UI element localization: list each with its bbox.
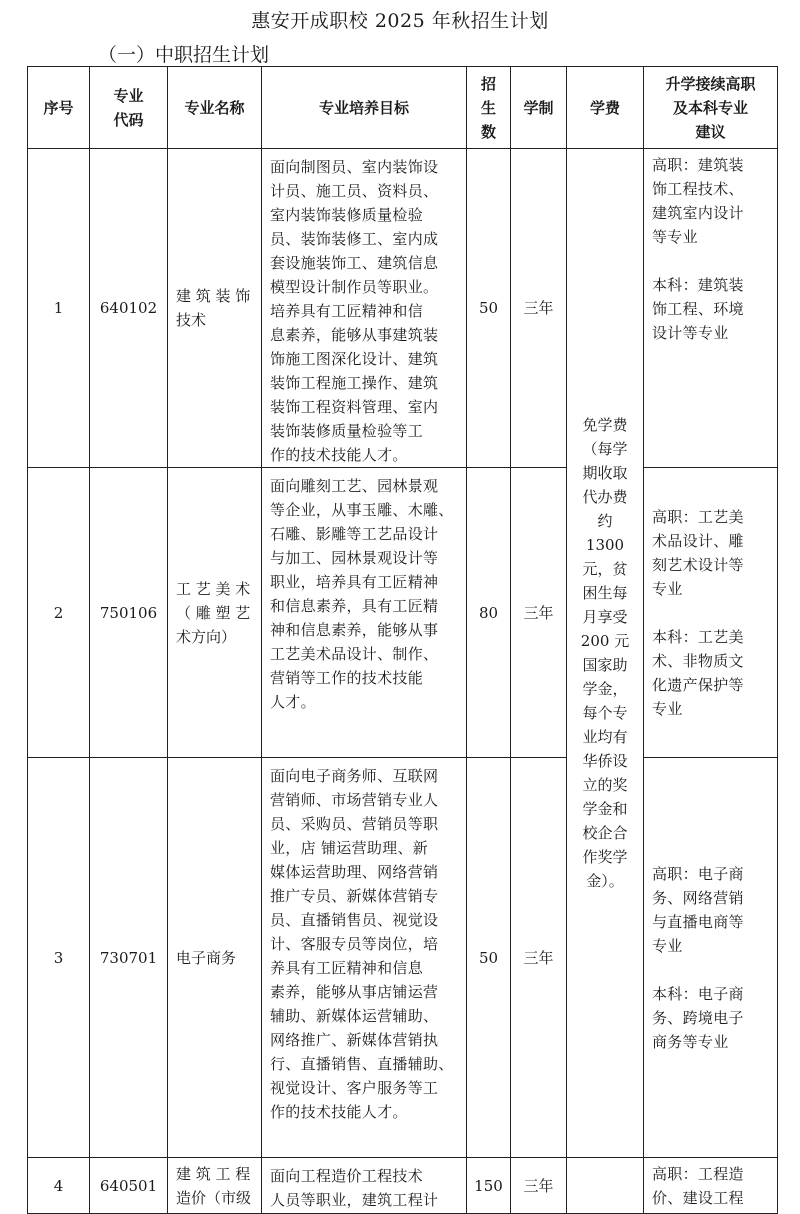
row-name: 工 艺 美 术 （ 雕 塑 艺 术方向）	[168, 468, 262, 758]
row-advice: 高职：工艺美 术品设计、雕 刻艺术设计等 专业 本科：工艺美 术、非物质文 化遗产保护等 专业	[644, 468, 778, 758]
row-code: 730701	[90, 758, 168, 1158]
row-advice: 高职：建筑装 饰工程技术、 建筑室内设计 等专业 本科：建筑装 饰工程、环境 设计等专业	[644, 149, 778, 468]
row-code: 750106	[90, 468, 168, 758]
row-quota: 150	[467, 1158, 511, 1214]
table-row	[28, 758, 778, 1158]
table-header-row	[28, 67, 778, 149]
row-name: 电子商务	[168, 758, 262, 1158]
tuition-fee-cell: 免学费 （每学 期收取 代办费 约 1300 元，贫 困生每 月享受 200 元 国家助 学金， 每个专 业均有 华侨设 立的奖 学金和 校企合 作奖学 金）。	[567, 149, 644, 1158]
header-seq: 序号	[28, 67, 90, 149]
row-years: 三年	[511, 468, 567, 758]
page-title: 惠安开成职校 2025 年秋招生计划	[251, 10, 549, 32]
table-row	[28, 149, 778, 468]
row-seq: 2	[28, 468, 90, 758]
section-heading: （一）中职招生计划	[98, 44, 270, 66]
header-years: 学制	[511, 67, 567, 149]
header-advice: 升学接续高职 及本科专业 建议	[644, 67, 778, 149]
row-fee-empty	[567, 1158, 644, 1214]
row-code: 640501	[90, 1158, 168, 1214]
header-fee: 学费	[567, 67, 644, 149]
row-years: 三年	[511, 758, 567, 1158]
header-name: 专业名称	[168, 67, 262, 149]
row-name: 建 筑 工 程 造价（市级	[168, 1158, 262, 1214]
row-quota: 80	[467, 468, 511, 758]
header-goal: 专业培养目标	[262, 67, 467, 149]
row-goal: 面向电子商务师、互联网 营销师、市场营销专业人 员、采购员、营销员等职 业，店 铺运营助理、新 媒体运营助理、网络营销 推广专员、新媒体营销专 员、直播销售员、视觉设 计、客服专员等岗位，培 养具有工匠精神和信息 素养，能够从事店铺运营 辅助、新媒体运营辅助、 网络推广、新媒体营销执 行、直播销售、直播辅助、 视觉设计、客户服务等工 作的技术技能人才。	[262, 758, 467, 1158]
row-advice: 高职：工程造 价、建设工程	[644, 1158, 778, 1214]
row-years: 三年	[511, 1158, 567, 1214]
table-row	[28, 468, 778, 758]
row-quota: 50	[467, 149, 511, 468]
row-seq: 3	[28, 758, 90, 1158]
row-seq: 1	[28, 149, 90, 468]
row-goal: 面向工程造价工程技术 人员等职业，建筑工程计	[262, 1158, 467, 1214]
header-quota: 招 生 数	[467, 67, 511, 149]
row-goal: 面向雕刻工艺、园林景观 等企业，从事玉雕、木雕、 石雕、影雕等工艺品设计 与加工、园林景观设计等 职业，培养具有工匠精神 和信息素养，具有工匠精 神和信息素养，能够从事 工艺美术品设计、制作、 营销等工作的技术技能 人才。	[262, 468, 467, 758]
row-goal: 面向制图员、室内装饰设 计员、施工员、资料员、 室内装饰装修质量检验 员、装饰装修工、室内成 套设施装饰工、建筑信息 模型设计制作员等职业。 培养具有工匠精神和信 息素养，能够从事建筑装 饰施工图深化设计、建筑 装饰工程施工操作、建筑 装饰工程资料管理、室内 装饰装修质量检验等工 作的技术技能人才。	[262, 149, 467, 468]
row-quota: 50	[467, 758, 511, 1158]
table-row	[28, 1158, 778, 1214]
row-name: 建 筑 装 饰 技术	[168, 149, 262, 468]
enrollment-plan-table	[27, 66, 778, 1214]
row-advice: 高职：电子商 务、网络营销 与直播电商等 专业 本科：电子商 务、跨境电子 商务等专业	[644, 758, 778, 1158]
row-seq: 4	[28, 1158, 90, 1214]
row-code: 640102	[90, 149, 168, 468]
header-code: 专业 代码	[90, 67, 168, 149]
row-years: 三年	[511, 149, 567, 468]
